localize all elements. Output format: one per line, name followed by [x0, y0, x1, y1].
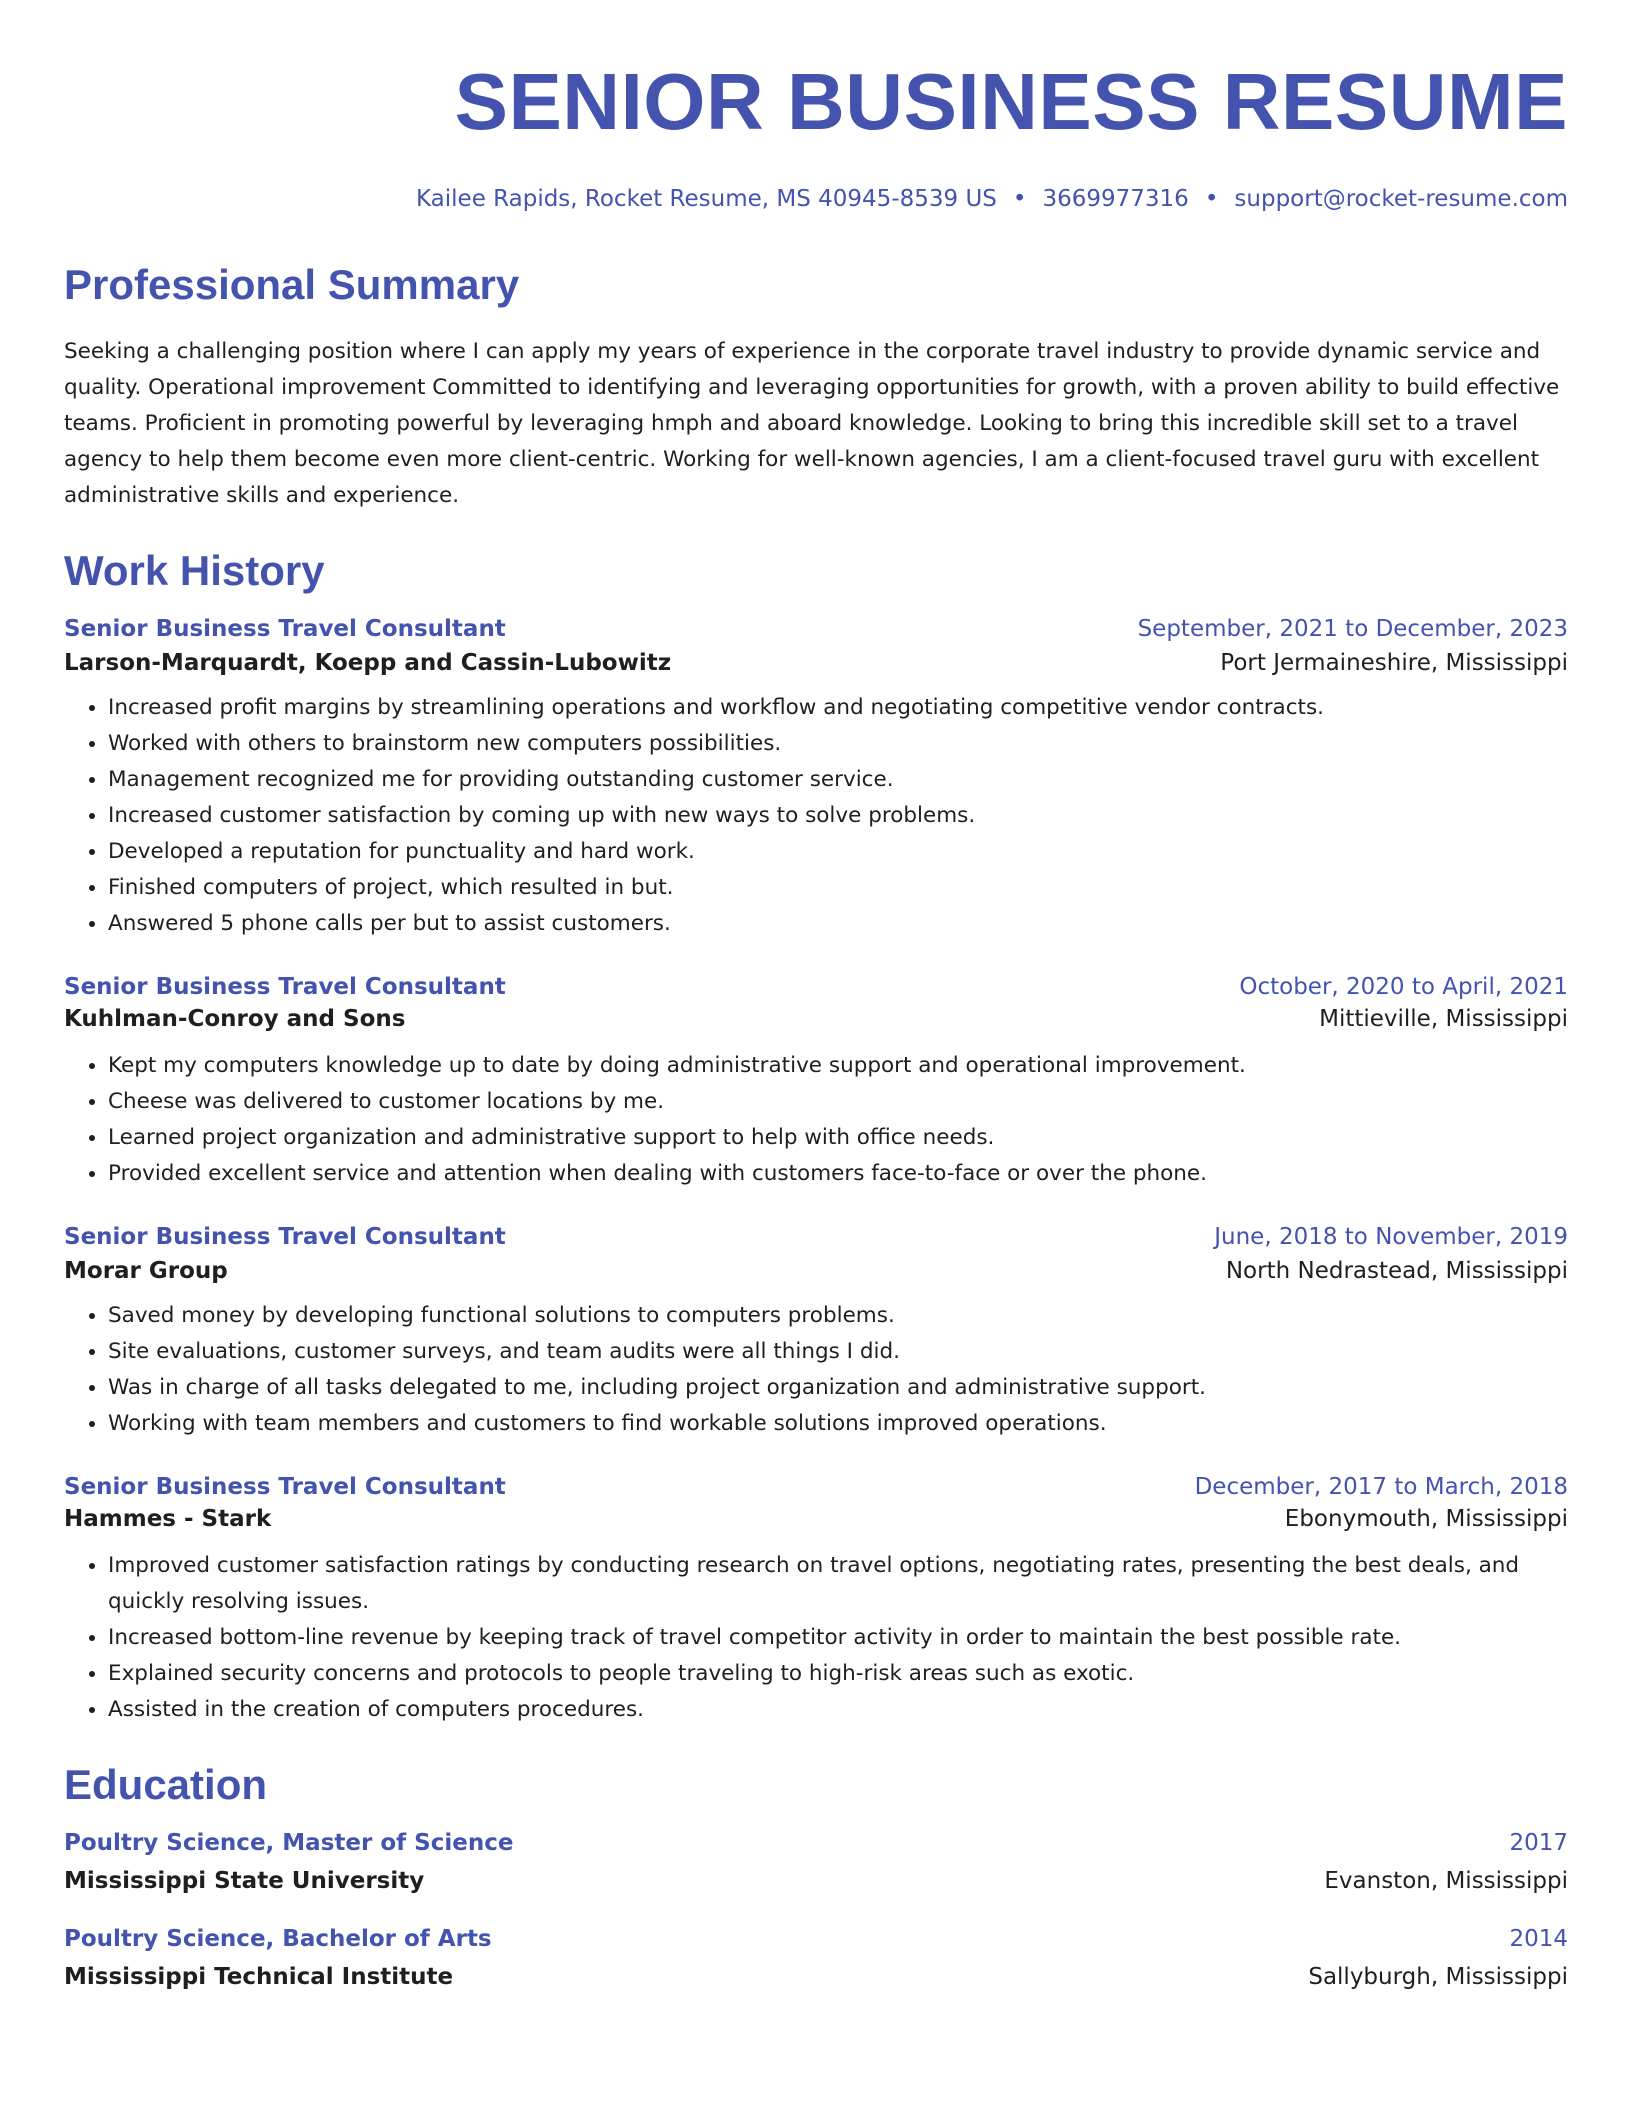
- job-entry: [64, 974, 1568, 1192]
- job-company-row: [64, 650, 1568, 676]
- list-item: • Site evaluations, customer surveys, and team audits were all things I did.: [108, 1334, 1568, 1370]
- job-title: Senior Business Travel Consultant: [64, 974, 506, 1000]
- job-header-row: [64, 974, 1568, 1000]
- list-item: • Increased customer satisfaction by coming up with new ways to solve problems.: [108, 798, 1568, 834]
- education-header-row: [64, 1830, 1568, 1856]
- contact-email[interactable]: support@rocket-resume.com: [1234, 186, 1568, 212]
- job-bullets: [64, 690, 1568, 942]
- list-item: • Provided excellent service and attention when dealing with customers face-to-face or over the phone.: [108, 1156, 1568, 1192]
- list-item: • Saved money by developing functional solutions to computers problems.: [108, 1298, 1568, 1334]
- education-degree: Poultry Science, Bachelor of Arts: [64, 1926, 492, 1952]
- job-dates: June, 2018 to November, 2019: [1214, 1224, 1568, 1250]
- education-school: Mississippi Technical Institute: [64, 1964, 454, 1990]
- job-location: Port Jermaineshire, Mississippi: [1220, 650, 1568, 676]
- job-company-row: [64, 1506, 1568, 1532]
- job-bullets: [64, 1548, 1568, 1728]
- list-item: • Learned project organization and administrative support to help with office needs.: [108, 1120, 1568, 1156]
- contact-separator: •: [1204, 186, 1219, 212]
- list-item: • Improved customer satisfaction ratings by conducting research on travel options, negotiating rates, presenting the best deals, and quickly resolving issues.: [108, 1548, 1568, 1620]
- job-header-row: [64, 616, 1568, 642]
- job-company: Morar Group: [64, 1258, 228, 1284]
- job-location: Ebonymouth, Mississippi: [1284, 1506, 1568, 1532]
- list-item: • Increased bottom-line revenue by keeping track of travel competitor activity in order to maintain the best possible rate.: [108, 1620, 1568, 1656]
- job-dates: December, 2017 to March, 2018: [1194, 1474, 1568, 1500]
- list-item: • Answered 5 phone calls per but to assist customers.: [108, 906, 1568, 942]
- contact-phone[interactable]: 3669977316: [1042, 186, 1189, 212]
- list-item: • Finished computers of project, which resulted in but.: [108, 870, 1568, 906]
- job-header-row: [64, 1474, 1568, 1500]
- job-header-row: [64, 1224, 1568, 1250]
- education-school-row: [64, 1964, 1568, 1990]
- list-item: • Kept my computers knowledge up to date by doing administrative support and operational improvement.: [108, 1048, 1568, 1084]
- education-year: 2017: [1509, 1830, 1568, 1856]
- job-company: Hammes - Stark: [64, 1506, 272, 1532]
- list-item: • Developed a reputation for punctuality and hard work.: [108, 834, 1568, 870]
- list-item: • Worked with others to brainstorm new computers possibilities.: [108, 726, 1568, 762]
- job-bullets: [64, 1048, 1568, 1192]
- job-company-row: [64, 1006, 1568, 1032]
- job-company-row: [64, 1258, 1568, 1284]
- job-entry: [64, 1224, 1568, 1442]
- job-title: Senior Business Travel Consultant: [64, 1224, 506, 1250]
- list-item: • Increased profit margins by streamlining operations and workflow and negotiating competitive vendor contracts.: [108, 690, 1568, 726]
- education-degree: Poultry Science, Master of Science: [64, 1830, 514, 1856]
- job-company: Kuhlman-Conroy and Sons: [64, 1006, 406, 1032]
- education-entry: [64, 1926, 1568, 1990]
- job-bullets: [64, 1298, 1568, 1442]
- list-item: • Cheese was delivered to customer locations by me.: [108, 1084, 1568, 1120]
- job-location: North Nedrastead, Mississippi: [1225, 1258, 1568, 1284]
- list-item: • Management recognized me for providing outstanding customer service.: [108, 762, 1568, 798]
- contact-line: [64, 186, 1568, 212]
- contact-address: Kailee Rapids, Rocket Resume, MS 40945-8539 US: [415, 186, 997, 212]
- list-item: • Explained security concerns and protocols to people traveling to high-risk areas such as exotic.: [108, 1656, 1568, 1692]
- education-location: Sallyburgh, Mississippi: [1308, 1964, 1568, 1990]
- education-year: 2014: [1509, 1926, 1568, 1952]
- resume-title: SENIOR BUSINESS RESUME: [454, 57, 1568, 146]
- summary-text: Seeking a challenging position where I can apply my years of experience in the corporate travel industry to provide dynamic service and quality. Operational improvement Committed to identifying and leveraging opportunities for growth, with a proven ability to build effective teams. Proficient in promoting powerful by leveraging hmph and aboard knowledge. Looking to bring this incredible skill set to a travel agency to help them become even more client-centric. Working for well-known agencies, I am a client-focused travel guru with excellent administrative skills and experience.: [64, 339, 1560, 508]
- job-dates: October, 2020 to April, 2021: [1239, 974, 1568, 1000]
- education-header-row: [64, 1926, 1568, 1952]
- summary-heading: Professional Summary: [64, 261, 520, 308]
- list-item: • Assisted in the creation of computers procedures.: [108, 1692, 1568, 1728]
- education-location: Evanston, Mississippi: [1324, 1868, 1568, 1894]
- list-item: • Working with team members and customers to find workable solutions improved operations.: [108, 1406, 1568, 1442]
- job-title: Senior Business Travel Consultant: [64, 1474, 506, 1500]
- education-school-row: [64, 1868, 1568, 1894]
- list-item: • Was in charge of all tasks delegated to me, including project organization and administrative support.: [108, 1370, 1568, 1406]
- education-heading: Education: [64, 1761, 268, 1808]
- education-school: Mississippi State University: [64, 1868, 425, 1894]
- work-history-heading: Work History: [64, 547, 325, 594]
- job-dates: September, 2021 to December, 2023: [1137, 616, 1568, 642]
- education-entry: [64, 1830, 1568, 1894]
- contact-separator: •: [1012, 186, 1027, 212]
- job-entry: [64, 616, 1568, 942]
- job-company: Larson-Marquardt, Koepp and Cassin-Lubowitz: [64, 650, 672, 676]
- job-location: Mittieville, Mississippi: [1319, 1006, 1568, 1032]
- job-entry: [64, 1474, 1568, 1728]
- job-title: Senior Business Travel Consultant: [64, 616, 506, 642]
